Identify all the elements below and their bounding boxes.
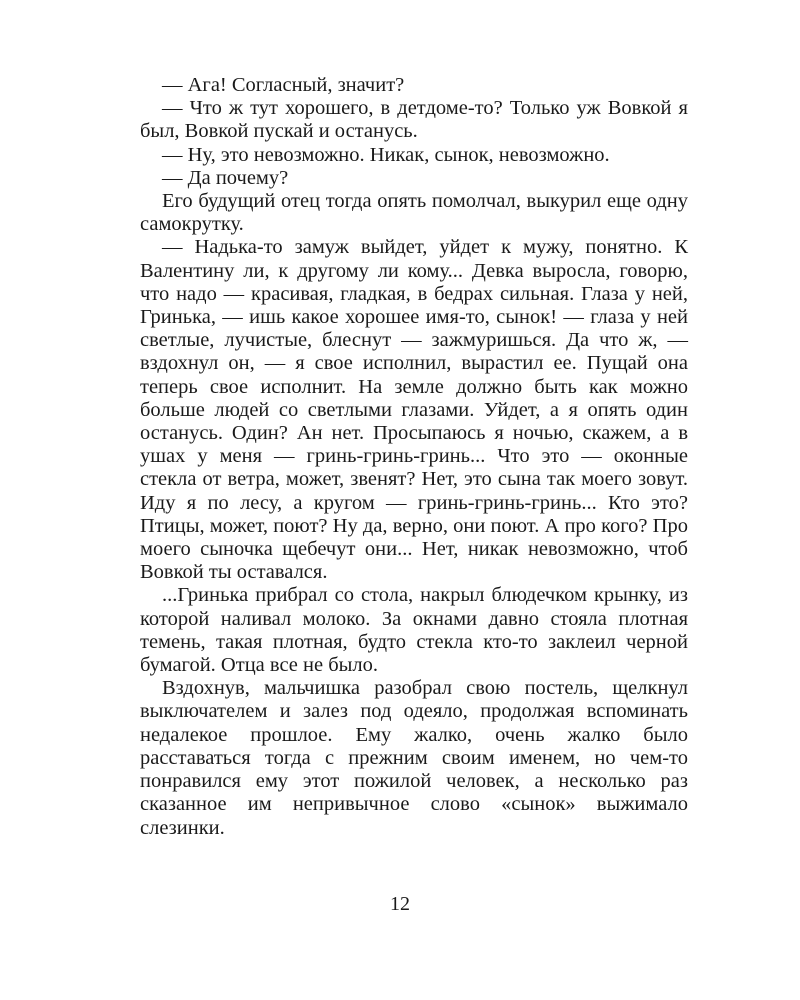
paragraph-dialogue-1: — Ага! Согласный, значит? (162, 74, 405, 96)
paragraph-monologue: — Надька-то замуж выйдет, уйдет к мужу, понятно. К Валентину ли, к другому ли кому... Девка выросла, говорю, что надо — красивая, гладкая, в бедрах сильная. Глаза у ней, Гринька, — ишь какое хорошее имя-то, сынок! — глаза у ней светлые, лучистые, блеснут — зажмуришься. Да что ж, — вздохнул он, — я свое исполнил, вырастил ее. Пущай она теперь свое исполнит. На земле должно быть как можно больше людей со светлыми глазами. Уйдет, а я опять один останусь. Один? Ан нет. Просыпаюсь я ночью, скажем, а в ушах у меня — гринь-гринь-гринь... Что это — оконные стекла от ветра, может, звенят? Нет, это сына так моего зовут. Иду я по лесу, а кругом — гринь-гринь-гринь... Кто это? Птицы, может, поют? Ну да, верно, они поют. А про кого? Про моего сыночка щебечут они... Нет, никак невозможно, чтоб Вовкой ты оставался. (140, 236, 688, 584)
paragraph-narration-2: ...Гринька прибрал со стола, накрыл блюдечком крынку, из которой наливал молоко. За окнами давно стояла плотная темень, такая плотная, будто стекла кто-то заклеил черной бумагой. Отца все не было. (140, 584, 688, 677)
paragraph-narration-1: Его будущий отец тогда опять помолчал, выкурил еще одну самокрутку. (140, 190, 688, 236)
paragraph-dialogue-4: — Да почему? (162, 166, 289, 189)
paragraph-narration-3: Вздохнув, мальчишка разобрал свою постель, щелкнул выключателем и залез под одеяло, продолжая вспоминать недалекое прошлое. Ему жалко, очень жалко было расставаться тогда с прежним своим именем, но чем-то понравился ему этот пожилой человек, а несколько раз сказанное им непривычное слово «сынок» выжимало слезинки. (140, 677, 688, 839)
paragraph-dialogue-3: — Ну, это невозможно. Никак, сынок, невозможно. (162, 143, 610, 166)
body-text (140, 74, 688, 840)
paragraph-dialogue-2: — Что ж тут хорошего, в детдоме-то? Только уж Вовкой я был, Вовкой пускай и останусь. (140, 97, 688, 143)
page-number: 12 (390, 893, 410, 915)
